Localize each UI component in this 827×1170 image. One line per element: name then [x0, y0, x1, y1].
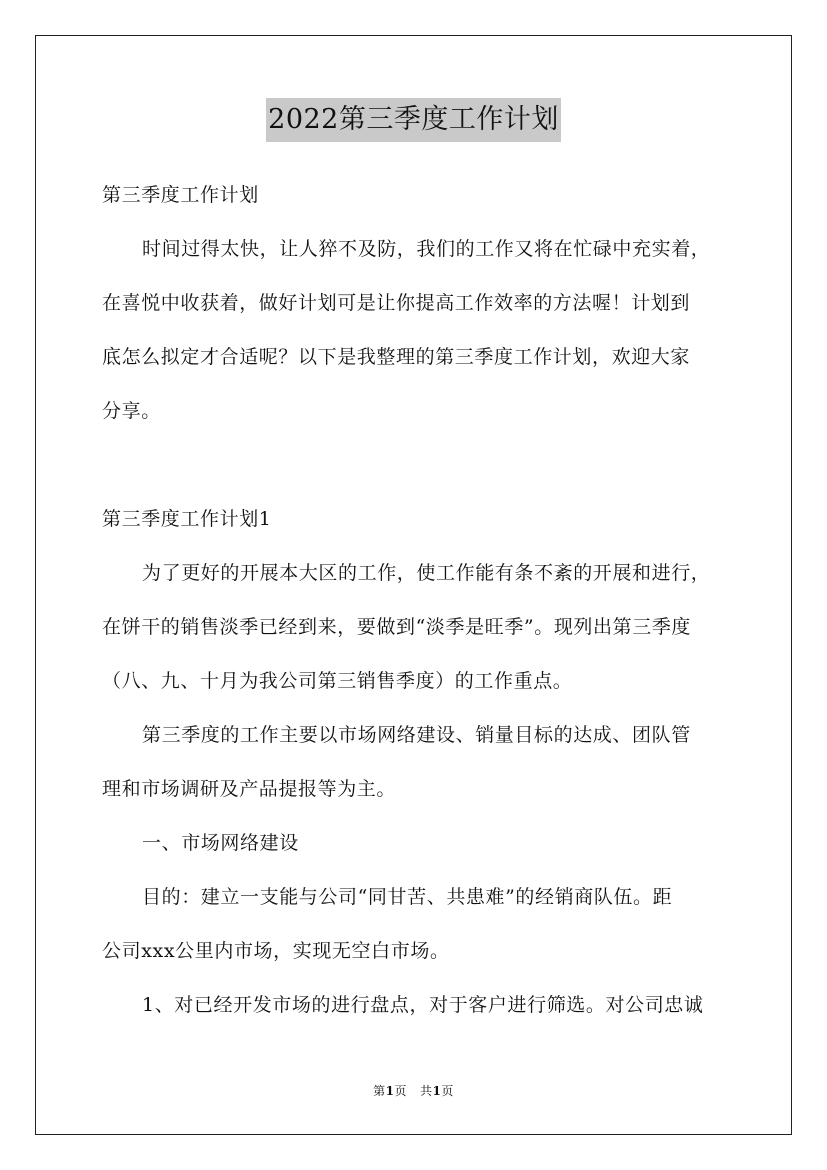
- total-prefix: 共: [419, 1084, 433, 1098]
- title-container: [0, 98, 827, 142]
- paragraph-line: 时间过得太快，让人猝不及防，我们的工作又将在忙碌中充实着，: [142, 238, 711, 260]
- paragraph-line: 底怎么拟定才合适呢？以下是我整理的第三季度工作计划，欢迎大家: [102, 346, 691, 368]
- paragraph-line: 理和市场调研及产品提报等为主。: [102, 778, 397, 800]
- blank-line: [102, 438, 730, 492]
- page-prefix: 第: [373, 1084, 386, 1098]
- paragraph-line: 为了更好的开展本大区的工作，使工作能有条不紊的开展和进行，: [142, 562, 711, 584]
- paragraph-line: （八、九、十月为我公司第三销售季度）的工作重点。: [102, 670, 573, 692]
- paragraph-line: 公司xxx公里内市场，实现无空白市场。: [102, 940, 450, 962]
- paragraph-line: 第三季度的工作主要以市场网络建设、销量目标的达成、团队管: [142, 724, 691, 746]
- paragraph-line: 分享。: [102, 400, 161, 422]
- paragraph-line: 1、对已经开发市场的进行盘点，对于客户进行筛选。对公司忠诚: [142, 994, 704, 1016]
- paragraph-line: 在喜悦中收获着，做好计划可是让你提高工作效率的方法喔！计划到: [102, 292, 691, 314]
- total-pages: 1: [432, 1084, 442, 1098]
- page-number: 1: [385, 1084, 395, 1098]
- subsection-heading: 一、市场网络建设: [142, 832, 299, 854]
- page-footer: [0, 1082, 827, 1099]
- document-title: 2022第三季度工作计划: [266, 98, 561, 142]
- page-suffix: 页: [394, 1084, 408, 1098]
- total-suffix: 页: [441, 1084, 454, 1098]
- section-heading: 第三季度工作计划1: [102, 508, 272, 530]
- paragraph-line: 在饼干的销售淡季已经到来，要做到“淡季是旺季”。现列出第三季度: [102, 616, 692, 638]
- document-body: [102, 168, 730, 1032]
- section-heading: 第三季度工作计划: [102, 184, 259, 206]
- paragraph-line: 目的：建立一支能与公司“同甘苦、共患难”的经销商队伍。距: [142, 886, 673, 908]
